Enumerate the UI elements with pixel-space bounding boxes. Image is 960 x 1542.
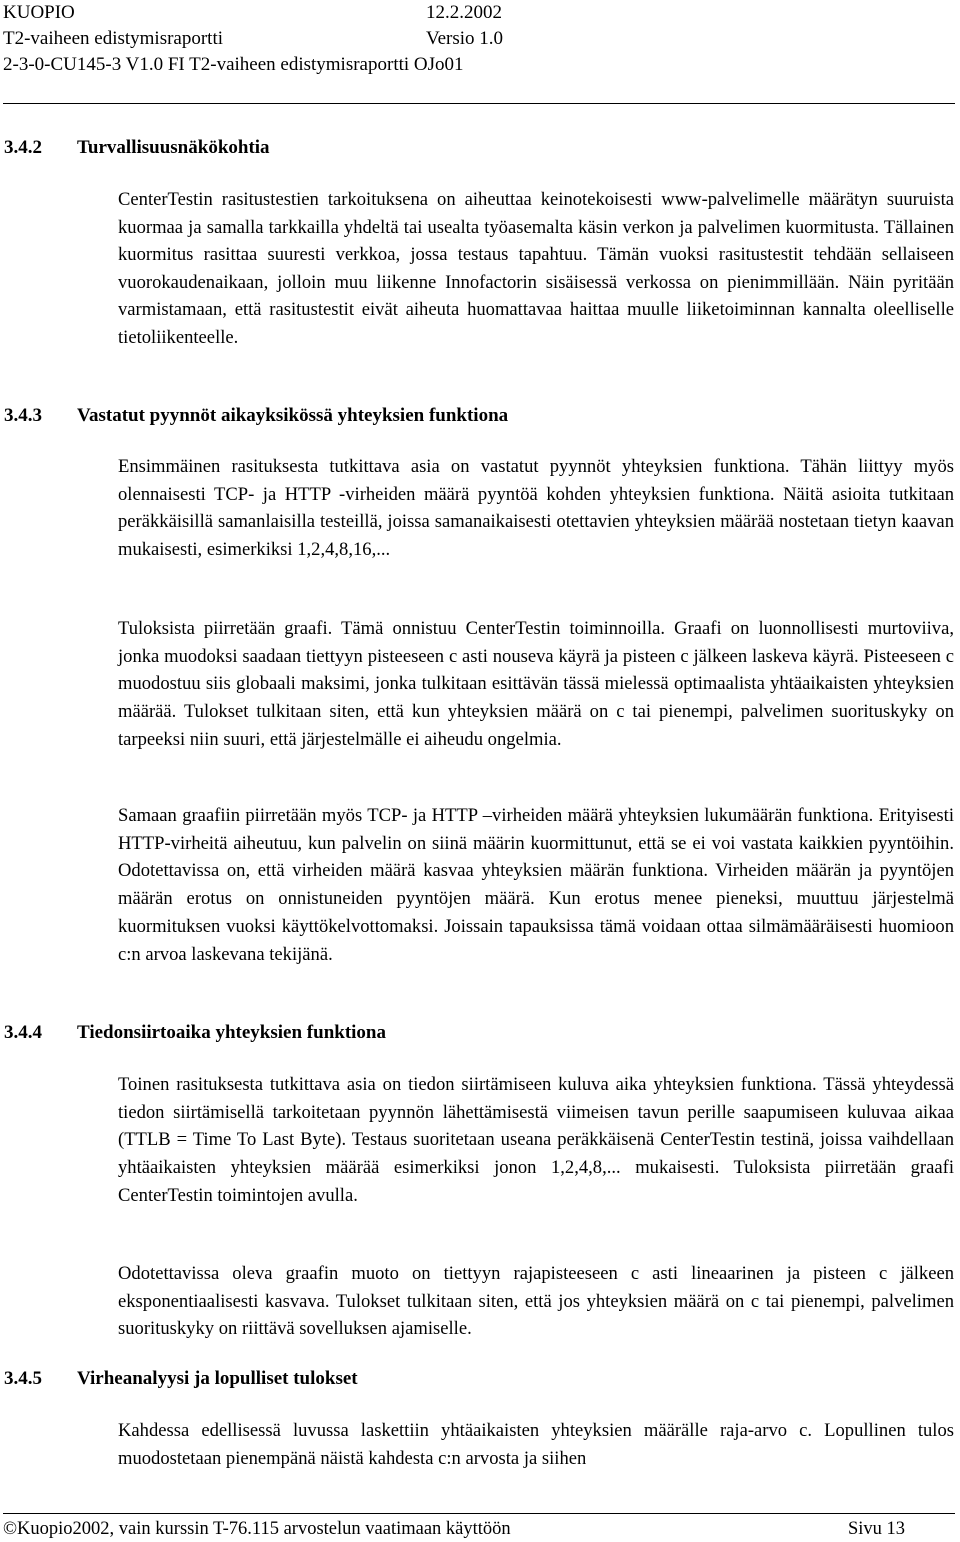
section-number: 3.4.5: [4, 1368, 42, 1389]
header-row-1: [3, 0, 953, 26]
paragraph: Odotettavissa oleva graafin muoto on tiettyyn rajapisteeseen c asti lineaarinen ja pisteen c jälkeen eksponentiaalisesti kasvava. Tulokset tulkitaan siten, että jos yhteyksien määrä on c tai pienempi, palvelimen suorituskyky on riittävä sovelluksen ajamiselle.: [118, 1263, 954, 1340]
page-header: [3, 0, 953, 78]
paragraph: Kahdessa edellisessä luvussa laskettiin yhtäaikaisten yhteyksien määrälle raja-arvo c. Lopullinen tulos muodostetaan pienempänä näistä kahdesta c:n arvosta ja siihen: [118, 1420, 954, 1469]
section-heading-3-4-3: [4, 404, 508, 428]
header-divider: [3, 103, 955, 104]
header-org: KUOPIO: [3, 2, 75, 23]
section-heading-3-4-5: [4, 1367, 358, 1391]
header-version: Versio 1.0: [426, 28, 504, 49]
footer-copyright: ©Kuopio2002, vain kurssin T-76.115 arvostelun vaatimaan käyttöön: [3, 1519, 511, 1539]
section-number: 3.4.2: [4, 137, 42, 158]
paragraph: Tuloksista piirretään graafi. Tämä onnistuu CenterTestin toiminnoilla. Graafi on luonnollisesti murtoviiva, jonka muodoksi saadaan tiettyyn pisteeseen c asti nouseva käyrä ja pisteen c jälkeen laskeva käyrä. Pisteeseen c muodostuu siis globaali maksimi, jonka tulkitaan esittävän tässä mielessä optimaalista yhtäaikaisten yhteyksien määrää. Tulokset tulkitaan siten, että kun yhteyksien määrä on c tai pienempi, palvelimen suorituskyky on tarpeeksi niin suuri, että järjestelmälle ei aiheudu ongelmia.: [118, 618, 954, 750]
paragraph: Ensimmäinen rasituksesta tutkittava asia on vastatut pyynnöt yhteyksien funktiona. Tähän liittyy myös olennaisesti TCP- ja HTTP -virheiden määrä pyyntöä kohden yhteyksien funktiona. Näitä asioita tutkitaan peräkkäisillä samanlaisilla testeillä, joissa samanaikaisesti otettavien yhteyksien määrää nostetaan tietyn kaavan mukaisesti, esimerkiksi 1,2,4,8,16,...: [118, 456, 954, 561]
section-heading-3-4-4: [4, 1021, 386, 1045]
section-title: Turvallisuusnäkökohtia: [77, 137, 270, 158]
header-row-2: [3, 26, 953, 52]
section-heading-3-4-2: [4, 136, 270, 160]
section-title: Tiedonsiirtoaika yhteyksien funktiona: [77, 1022, 387, 1043]
header-row-3: [3, 52, 953, 78]
header-doc-id: 2-3-0-CU145-3 V1.0 FI T2-vaiheen edistymisraportti OJo01: [3, 54, 464, 75]
footer-divider: [3, 1513, 955, 1514]
section-title: Virheanalyysi ja lopulliset tulokset: [77, 1368, 358, 1389]
header-doc-title: T2-vaiheen edistymisraportti: [3, 28, 224, 49]
page-footer: [3, 1518, 953, 1540]
section-title: Vastatut pyynnöt aikayksikössä yhteyksien funktiona: [77, 405, 509, 426]
section-number: 3.4.4: [4, 1022, 42, 1043]
paragraph: Samaan graafiin piirretään myös TCP- ja HTTP –virheiden määrä yhteyksien lukumäärän funktiona. Erityisesti HTTP-virheitä aiheutuu, kun palvelin on siinä määrin kuormittunut, että se ei voi vastata kaikkien pyyntöihin. Odotettavissa on, että virheiden määrä kasvaa yhteyksien määrän funktiona. Virheiden määrän ja pyyntöjen määrän erotus on onnistuneiden pyyntöjen määrä. Kun erotus menee pieneksi, muuttuu järjestelmä kuormituksen vuoksi käyttökelvottomaksi. Joissain tapauksissa tämä voidaan ottaa silmämääräisesti huomioon c:n arvoa laskevana tekijänä.: [118, 805, 954, 965]
header-date: 12.2.2002: [426, 2, 502, 23]
section-number: 3.4.3: [4, 405, 42, 426]
paragraph: Toinen rasituksesta tutkittava asia on tiedon siirtämiseen kuluva aika yhteyksien funktiona. Tässä yhteydessä tiedon siirtämisellä tarkoitetaan pyynnön lähettämisestä viimeisen tavun perille saapumiseen kuluvaa aikaa (TTLB = Time To Last Byte). Testaus suoritetaan useana peräkkäisenä CenterTestin testinä, joissa vaihdellaan yhtäaikaisten yhteyksien määrää esimerkiksi jonon 1,2,4,8,... mukaisesti. Tuloksista piirretään graafi CenterTestin toimintojen avulla.: [118, 1074, 954, 1206]
paragraph: CenterTestin rasitustestien tarkoituksena on aiheuttaa keinotekoisesti www-palvelimelle määrätyn suuruista kuormaa ja samalla tarkkailla yhdeltä tai usealta työasemalta käsin verkon ja palvelimen kuormitusta. Tällainen kuormitus rasittaa suuresti verkkoa, jossa testaus tapahtuu. Tämän vuoksi rasitustestit tehdään sellaiseen vuorokaudenaikaan, jolloin muu liikenne Innofactorin sisäisessä verkossa on pienimmillään. Näin pyritään varmistamaan, että rasitustestit eivät aiheuta huomattavaa haittaa muulle liiketoiminnan kannalta oleelliselle tietoliikenteelle.: [118, 189, 954, 348]
page-number: Sivu 13: [847, 1519, 905, 1539]
